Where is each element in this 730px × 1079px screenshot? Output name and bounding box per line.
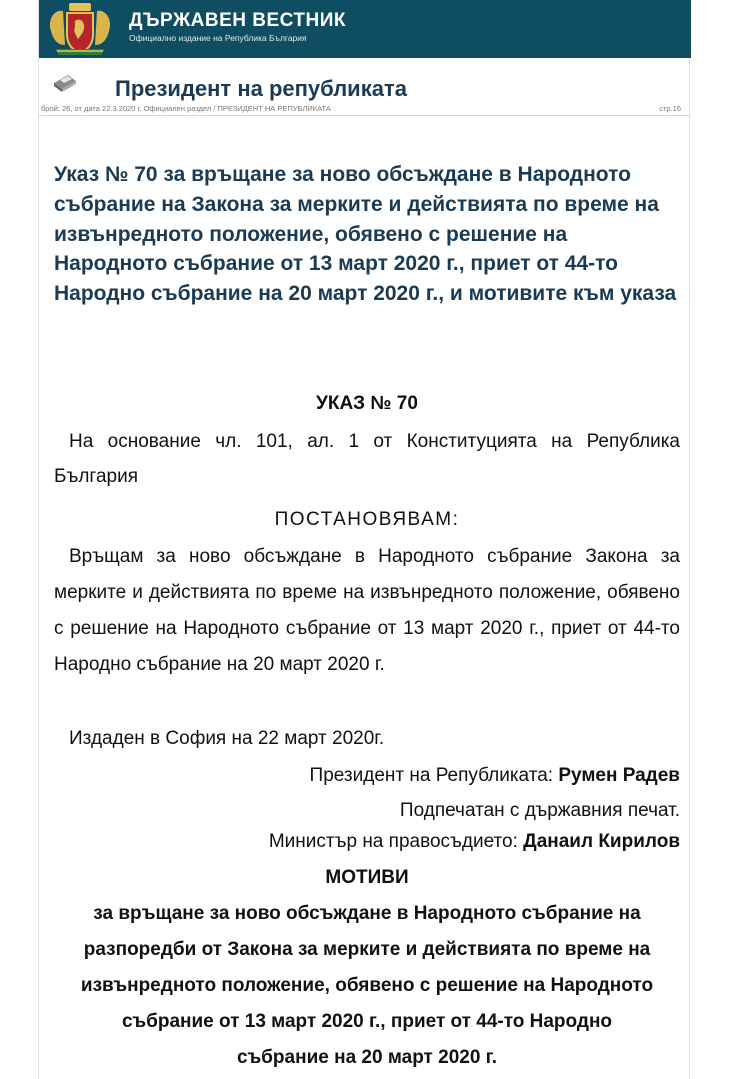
page-number: стр.16 (659, 104, 681, 113)
page-frame (38, 0, 690, 1079)
document-heading: Указ № 70 за връщане за ново обсъждане в Народното събрание на Закона за мерките и действията по време на извънредното положение, обявено с решение на Народното събрание от 13 март 2020 г., приет от 44-то Народно събрание на 20 март 2020 г., и мотивите към указа (54, 163, 677, 306)
divider (39, 115, 691, 116)
site-subtitle: Официално издание на Република България (129, 33, 307, 43)
president-signature (54, 758, 680, 794)
site-title: ДЪРЖАВЕН ВЕСТНИК (129, 10, 346, 31)
minister-name: Данаил Кирилов (523, 831, 680, 852)
motives-text: за връщане за ново обсъждане в Народното събрание на разпоредби от Закона за мерките и действията по време на извънредното положение, обявено с решение на Народното събрание от 13 март 2020 г., приет от 44-то Народно събрание на 20 март 2020 г. (80, 903, 654, 1068)
legal-basis: На основание чл. 101, ал. 1 от Конституцията на Република България (54, 431, 680, 487)
minister-signature (54, 824, 680, 860)
president-label: Президент на Републиката: (309, 765, 554, 786)
coat-of-arms-icon (45, 1, 115, 57)
issued-line: Издаден в София на 22 март 2020г. (69, 728, 385, 749)
issue-meta: брой: 26, от дата 22.3.2020 г. Официален раздел / ПРЕЗИДЕНТ НА РЕПУБЛИКАТА (41, 104, 331, 113)
seal-line: Подпечатан с държавния печат. (399, 800, 680, 821)
president-name: Румен Радев (558, 765, 680, 786)
resolution-word: ПОСТАНОВЯВАМ: (274, 509, 460, 530)
section-title: Президент на републиката (115, 76, 407, 101)
print-icon[interactable] (52, 71, 78, 93)
site-header[interactable] (39, 0, 691, 58)
decree-title: УКАЗ № 70 (316, 393, 418, 414)
minister-label: Министър на правосъдието: (268, 831, 518, 852)
decree-text: Връщам за ново обсъждане в Народното събрание Закона за мерките и действията по време на извънредното положение, обявено с решение на Народното събрание от 13 март 2020 г., приет от 44-то Народно събрание на 20 март 2020 г. (54, 546, 680, 675)
motives-title: МОТИВИ (325, 867, 409, 888)
